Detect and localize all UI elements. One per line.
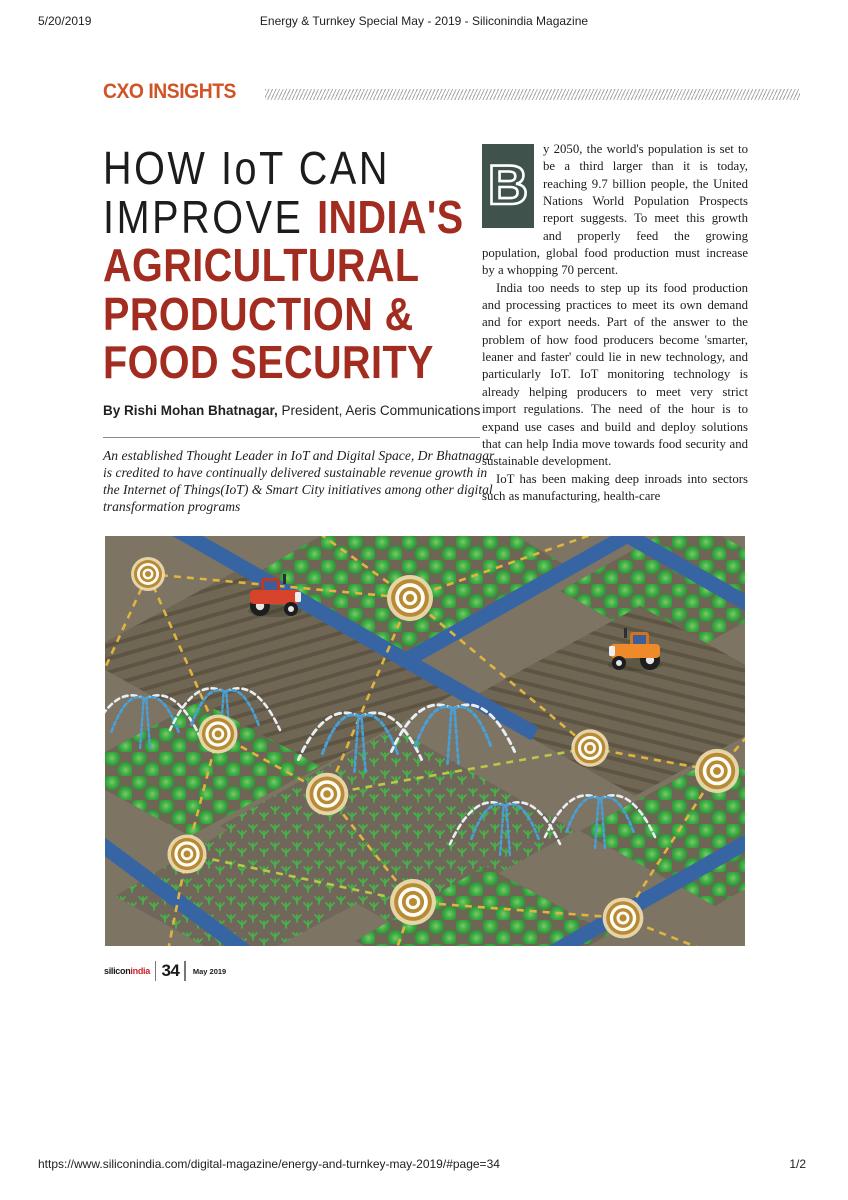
sensor-node-icon xyxy=(198,714,237,753)
document-title: Energy & Turnkey Special May - 2019 - Siliconindia Magazine xyxy=(259,14,589,28)
sensor-node-icon xyxy=(167,834,206,873)
divider-bar xyxy=(184,961,186,981)
farm-illustration xyxy=(105,536,745,946)
sensor-node-icon xyxy=(390,879,436,925)
magazine-footer xyxy=(104,961,226,981)
author-intro: An established Thought Leader in IoT and Digital Space, Dr Bhatnagar is credited to have continually delivered sustainable revenue growth in the Internet of Things(IoT) & Smart City initiatives among other digital transformation programs xyxy=(103,448,495,514)
headline-line-4: PRODUCTION & xyxy=(103,287,414,340)
print-footer-url: https://www.siliconindia.com/digital-magazine/energy-and-turnkey-may-2019/#page=34 xyxy=(38,1157,500,1171)
byline-author: By Rishi Mohan Bhatnagar, xyxy=(103,403,278,418)
dropcap-letter: B xyxy=(482,144,534,228)
headline-line-3: AGRICULTURAL xyxy=(103,239,420,291)
sensor-node-icon xyxy=(306,773,349,816)
sensor-node-icon xyxy=(603,898,644,939)
article-headline xyxy=(103,144,503,387)
sensor-node-icon xyxy=(695,749,739,793)
article-body-column xyxy=(482,141,748,505)
headline-line-2: IMPROVE INDIA'S xyxy=(103,190,464,243)
print-page-indicator: 1/2 xyxy=(789,1157,806,1171)
decorative-hatch-band xyxy=(265,89,800,100)
article-paragraph: y 2050, the world's population is set to be a third larger than it is today, reaching 9.7 billion people, the United Nations World Population Prospects report suggests. To meet this growth and properly feed the growing population, global food production must increase by a whopping 70 percent. xyxy=(482,142,748,278)
section-label: CXO INSIGHTS xyxy=(103,80,236,103)
sensor-node-icon xyxy=(131,557,165,591)
sensor-node-icon xyxy=(387,575,433,621)
byline xyxy=(103,403,503,418)
siliconindia-logo: siliconindia xyxy=(104,966,150,976)
issue-date: May 2019 xyxy=(192,966,227,976)
article-paragraph: IoT has been making deep inroads into sectors such as manufacturing, health-care xyxy=(482,471,748,503)
sensor-node-icon xyxy=(571,729,608,766)
print-date: 5/20/2019 xyxy=(38,14,92,28)
divider-rule xyxy=(103,437,480,438)
divider-bar xyxy=(155,961,157,981)
headline-line-1: HOW IoT CAN xyxy=(103,142,391,194)
page-number: 34 xyxy=(161,961,180,980)
byline-role: President, Aeris Communications xyxy=(277,403,481,418)
article-paragraph: India too needs to step up its food production and processing practices to meet its own demand and for export needs. Part of the answer to the problem of how food producers become 'smarter, leaner and faster' could lie in new technology, and particularly IoT. IoT monitoring technology is already helping producers to meet very strict import regulations. The need of the hour is to expand use cases and build and deploy solutions that can help India move towards food security and sustainable development. xyxy=(482,280,748,469)
headline-line-5: FOOD SECURITY xyxy=(103,336,434,388)
